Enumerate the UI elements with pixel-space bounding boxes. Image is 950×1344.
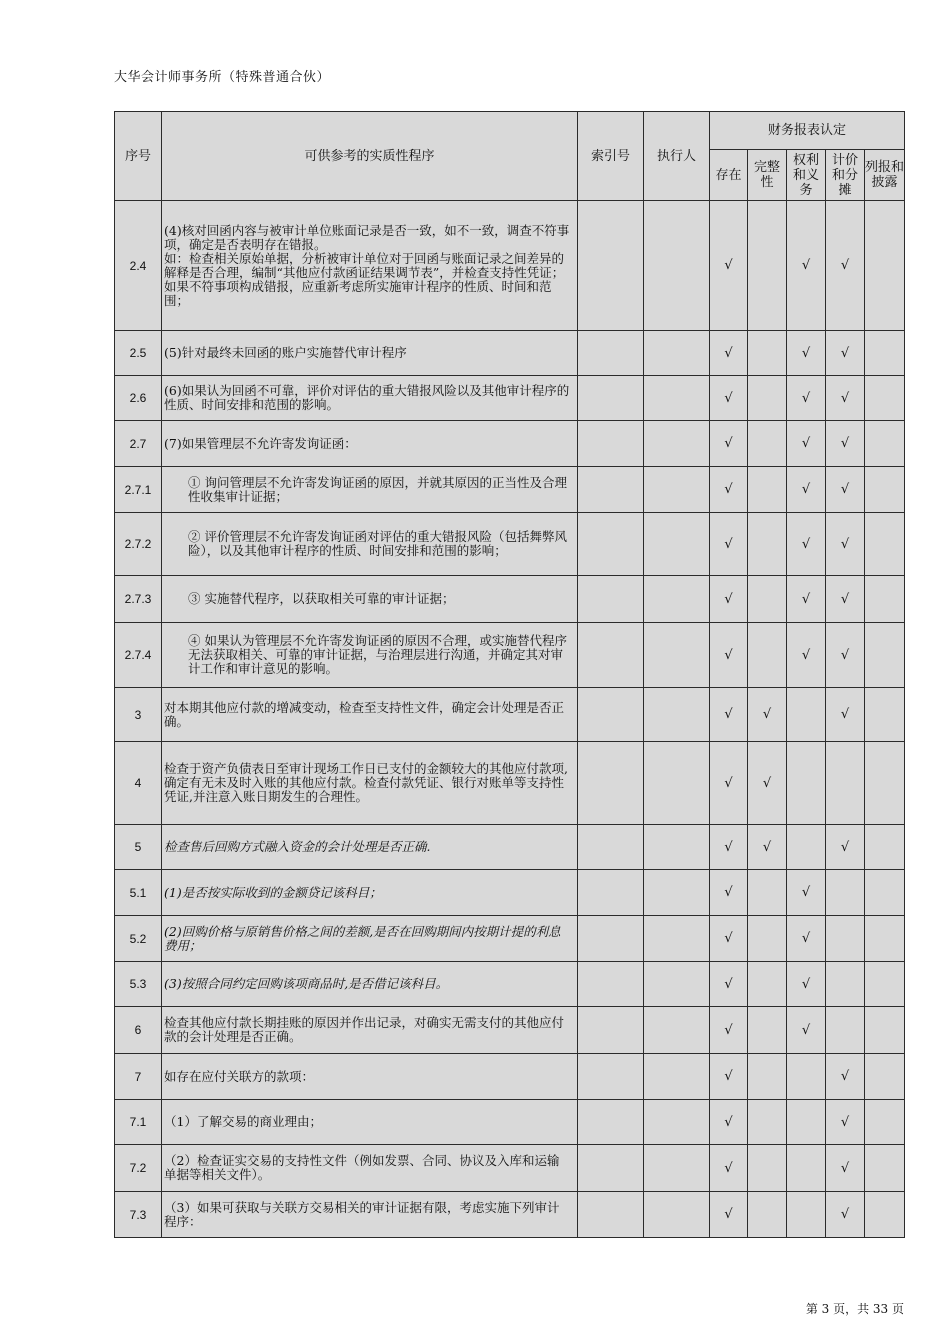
row-procedure: （3）如果可获取与关联方交易相关的审计证据有限，考虑实施下列审计程序：: [162, 1192, 578, 1238]
table-row: [115, 201, 905, 331]
table-row: [115, 576, 905, 623]
row-completeness: [748, 1145, 787, 1192]
row-completeness: [748, 201, 787, 331]
row-valuation: √: [826, 576, 865, 623]
row-index: [578, 916, 644, 962]
table-row: [115, 916, 905, 962]
row-rights: √: [787, 421, 826, 467]
row-rights: [787, 1145, 826, 1192]
row-existence: √: [710, 376, 748, 421]
table-row: [115, 331, 905, 376]
row-seq: 2.7: [115, 421, 162, 467]
table-row: [115, 742, 905, 825]
row-executor: [644, 1007, 710, 1054]
row-completeness: √: [748, 742, 787, 825]
row-completeness: [748, 421, 787, 467]
row-existence: √: [710, 742, 748, 825]
row-seq: 5.2: [115, 916, 162, 962]
row-procedure: （2）检查证实交易的支持性文件（例如发票、合同、协议及入库和运输单据等相关文件）。: [162, 1145, 578, 1192]
row-procedure: ① 询问管理层不允许寄发询证函的原因，并就其原因的正当性及合理性收集审计证据；: [162, 467, 578, 513]
header-rights: 权利和义务: [787, 150, 826, 201]
row-executor: [644, 513, 710, 576]
row-rights: √: [787, 916, 826, 962]
row-completeness: [748, 376, 787, 421]
row-presentation: [865, 870, 905, 916]
page-number: 第 3 页，共 33 页: [805, 1302, 904, 1316]
row-presentation: [865, 376, 905, 421]
row-seq: 5.1: [115, 870, 162, 916]
header-executor: 执行人: [644, 112, 710, 201]
row-rights: √: [787, 623, 826, 688]
table-row: [115, 1007, 905, 1054]
row-rights: [787, 1192, 826, 1238]
row-valuation: √: [826, 1192, 865, 1238]
row-procedure: 对本期其他应付款的增减变动，检查至支持性文件，确定会计处理是否正确。: [162, 688, 578, 742]
row-existence: √: [710, 962, 748, 1007]
row-executor: [644, 421, 710, 467]
row-presentation: [865, 467, 905, 513]
row-seq: 5: [115, 825, 162, 870]
table-row: [115, 688, 905, 742]
row-rights: [787, 1054, 826, 1100]
table-row: [115, 962, 905, 1007]
row-index: [578, 513, 644, 576]
row-presentation: [865, 576, 905, 623]
row-completeness: [748, 467, 787, 513]
row-rights: [787, 688, 826, 742]
row-seq: 2.5: [115, 331, 162, 376]
row-executor: [644, 825, 710, 870]
row-rights: √: [787, 962, 826, 1007]
table-row: [115, 623, 905, 688]
row-executor: [644, 1145, 710, 1192]
row-existence: √: [710, 513, 748, 576]
row-presentation: [865, 962, 905, 1007]
row-index: [578, 962, 644, 1007]
row-completeness: √: [748, 688, 787, 742]
row-rights: √: [787, 870, 826, 916]
row-index: [578, 870, 644, 916]
row-rights: √: [787, 376, 826, 421]
row-seq: 2.7.1: [115, 467, 162, 513]
row-executor: [644, 467, 710, 513]
row-valuation: √: [826, 513, 865, 576]
row-valuation: [826, 742, 865, 825]
row-presentation: [865, 742, 905, 825]
row-seq: 2.4: [115, 201, 162, 331]
row-rights: [787, 1100, 826, 1145]
row-presentation: [865, 421, 905, 467]
row-executor: [644, 870, 710, 916]
header-seq: 序号: [115, 112, 162, 201]
row-completeness: [748, 1054, 787, 1100]
table-row: [115, 1100, 905, 1145]
row-rights: √: [787, 513, 826, 576]
row-index: [578, 201, 644, 331]
row-procedure: (1)是否按实际收到的金额贷记该科目；: [162, 870, 578, 916]
row-valuation: √: [826, 1100, 865, 1145]
row-seq: 7.2: [115, 1145, 162, 1192]
row-presentation: [865, 513, 905, 576]
row-completeness: [748, 1192, 787, 1238]
row-existence: √: [710, 467, 748, 513]
row-completeness: [748, 576, 787, 623]
row-seq: 2.7.4: [115, 623, 162, 688]
table-row: [115, 467, 905, 513]
row-index: [578, 376, 644, 421]
table-row: [115, 1054, 905, 1100]
row-existence: √: [710, 1007, 748, 1054]
row-rights: √: [787, 576, 826, 623]
table-row: [115, 513, 905, 576]
row-existence: √: [710, 201, 748, 331]
row-procedure: ④ 如果认为管理层不允许寄发询证函的原因不合理，或实施替代程序无法获取相关、可靠的审计证据，与治理层进行沟通，并确定其对审计工作和审计意见的影响。: [162, 623, 578, 688]
row-executor: [644, 576, 710, 623]
row-valuation: [826, 962, 865, 1007]
row-valuation: √: [826, 376, 865, 421]
header-existence: 存在: [710, 150, 748, 201]
row-executor: [644, 1192, 710, 1238]
header-valuation: 计价和分摊: [826, 150, 865, 201]
header-assertions: 财务报表认定: [710, 112, 905, 150]
row-index: [578, 623, 644, 688]
table-row: [115, 825, 905, 870]
row-presentation: [865, 1145, 905, 1192]
row-index: [578, 1145, 644, 1192]
row-valuation: √: [826, 467, 865, 513]
row-seq: 3: [115, 688, 162, 742]
row-valuation: √: [826, 201, 865, 331]
header-completeness: 完整性: [748, 150, 787, 201]
row-executor: [644, 962, 710, 1007]
table-body: [115, 201, 905, 1238]
table-row: [115, 421, 905, 467]
row-procedure: 检查售后回购方式融入资金的会计处理是否正确.: [162, 825, 578, 870]
row-executor: [644, 201, 710, 331]
row-index: [578, 1007, 644, 1054]
row-existence: √: [710, 331, 748, 376]
row-valuation: √: [826, 1054, 865, 1100]
header-procedure: 可供参考的实质性程序: [162, 112, 578, 201]
row-completeness: √: [748, 825, 787, 870]
row-procedure: (6)如果认为回函不可靠，评价对评估的重大错报风险以及其他审计程序的性质、时间安排和范围的影响。: [162, 376, 578, 421]
row-seq: 6: [115, 1007, 162, 1054]
row-seq: 2.7.2: [115, 513, 162, 576]
row-procedure: （1）了解交易的商业理由；: [162, 1100, 578, 1145]
row-valuation: [826, 916, 865, 962]
row-procedure: (3)按照合同约定回购该项商品时,是否借记该科目。: [162, 962, 578, 1007]
row-procedure: (2)回购价格与原销售价格之间的差额,是否在回购期间内按期计提的利息费用；: [162, 916, 578, 962]
table-row: [115, 870, 905, 916]
row-presentation: [865, 1054, 905, 1100]
row-executor: [644, 1100, 710, 1145]
row-index: [578, 742, 644, 825]
header-presentation: 列报和披露: [865, 150, 905, 201]
row-procedure: (4)核对回函内容与被审计单位账面记录是否一致，如不一致，调查不符事项，确定是否表明存在错报。 如：检查相关原始单据，分析被审计单位对于回函与账面记录之间差异的解释是否合理，编制“其他应付款函证结果调节表”，并检查支持性凭证；如果不符事项构成错报，应重新考虑所实施审计程序的性质、时间和范围；: [162, 201, 578, 331]
row-rights: √: [787, 201, 826, 331]
row-index: [578, 467, 644, 513]
row-completeness: [748, 331, 787, 376]
table-row: [115, 1145, 905, 1192]
row-existence: √: [710, 576, 748, 623]
row-procedure: 如存在应付关联方的款项：: [162, 1054, 578, 1100]
row-rights: [787, 742, 826, 825]
row-presentation: [865, 916, 905, 962]
header-index: 索引号: [578, 112, 644, 201]
row-presentation: [865, 623, 905, 688]
row-rights: √: [787, 467, 826, 513]
row-completeness: [748, 916, 787, 962]
row-seq: 2.6: [115, 376, 162, 421]
row-procedure: (5)针对最终未回函的账户实施替代审计程序: [162, 331, 578, 376]
row-existence: √: [710, 1145, 748, 1192]
row-completeness: [748, 1007, 787, 1054]
row-existence: √: [710, 1192, 748, 1238]
row-index: [578, 421, 644, 467]
row-seq: 7.3: [115, 1192, 162, 1238]
row-executor: [644, 376, 710, 421]
row-executor: [644, 623, 710, 688]
row-valuation: √: [826, 1145, 865, 1192]
row-seq: 7: [115, 1054, 162, 1100]
row-existence: √: [710, 421, 748, 467]
row-seq: 5.3: [115, 962, 162, 1007]
row-procedure: 检查于资产负债表日至审计现场工作日已支付的金额较大的其他应付款项,确定有无未及时入账的其他应付款。检查付款凭证、银行对账单等支持性凭证,并注意入账日期发生的合理性。: [162, 742, 578, 825]
row-seq: 7.1: [115, 1100, 162, 1145]
row-procedure: ② 评价管理层不允许寄发询证函对评估的重大错报风险（包括舞弊风险），以及其他审计程序的性质、时间安排和范围的影响；: [162, 513, 578, 576]
row-existence: √: [710, 1100, 748, 1145]
row-valuation: [826, 1007, 865, 1054]
row-presentation: [865, 201, 905, 331]
row-procedure: 检查其他应付款长期挂账的原因并作出记录，对确实无需支付的其他应付款的会计处理是否正确。: [162, 1007, 578, 1054]
row-executor: [644, 331, 710, 376]
row-existence: √: [710, 825, 748, 870]
row-executor: [644, 742, 710, 825]
row-index: [578, 825, 644, 870]
row-presentation: [865, 688, 905, 742]
row-valuation: [826, 870, 865, 916]
row-executor: [644, 1054, 710, 1100]
row-index: [578, 331, 644, 376]
row-rights: √: [787, 1007, 826, 1054]
row-index: [578, 1100, 644, 1145]
row-completeness: [748, 1100, 787, 1145]
row-presentation: [865, 825, 905, 870]
row-existence: √: [710, 688, 748, 742]
row-presentation: [865, 1100, 905, 1145]
row-seq: 4: [115, 742, 162, 825]
row-procedure: ③ 实施替代程序，以获取相关可靠的审计证据；: [162, 576, 578, 623]
row-existence: √: [710, 916, 748, 962]
row-existence: √: [710, 870, 748, 916]
row-index: [578, 1192, 644, 1238]
row-seq: 2.7.3: [115, 576, 162, 623]
firm-name: 大华会计师事务所（特殊普通合伙）: [114, 70, 331, 85]
row-presentation: [865, 1192, 905, 1238]
table-row: [115, 1192, 905, 1238]
row-valuation: √: [826, 688, 865, 742]
row-completeness: [748, 870, 787, 916]
row-completeness: [748, 513, 787, 576]
row-existence: √: [710, 623, 748, 688]
table-row: [115, 376, 905, 421]
row-rights: [787, 825, 826, 870]
row-valuation: √: [826, 331, 865, 376]
row-executor: [644, 916, 710, 962]
row-index: [578, 688, 644, 742]
row-presentation: [865, 1007, 905, 1054]
row-completeness: [748, 962, 787, 1007]
row-valuation: √: [826, 825, 865, 870]
row-existence: √: [710, 1054, 748, 1100]
row-procedure: (7)如果管理层不允许寄发询证函：: [162, 421, 578, 467]
row-presentation: [865, 331, 905, 376]
row-valuation: √: [826, 623, 865, 688]
row-executor: [644, 688, 710, 742]
row-index: [578, 1054, 644, 1100]
row-valuation: √: [826, 421, 865, 467]
audit-procedure-table: [114, 111, 905, 1238]
row-index: [578, 576, 644, 623]
row-completeness: [748, 623, 787, 688]
row-rights: √: [787, 331, 826, 376]
